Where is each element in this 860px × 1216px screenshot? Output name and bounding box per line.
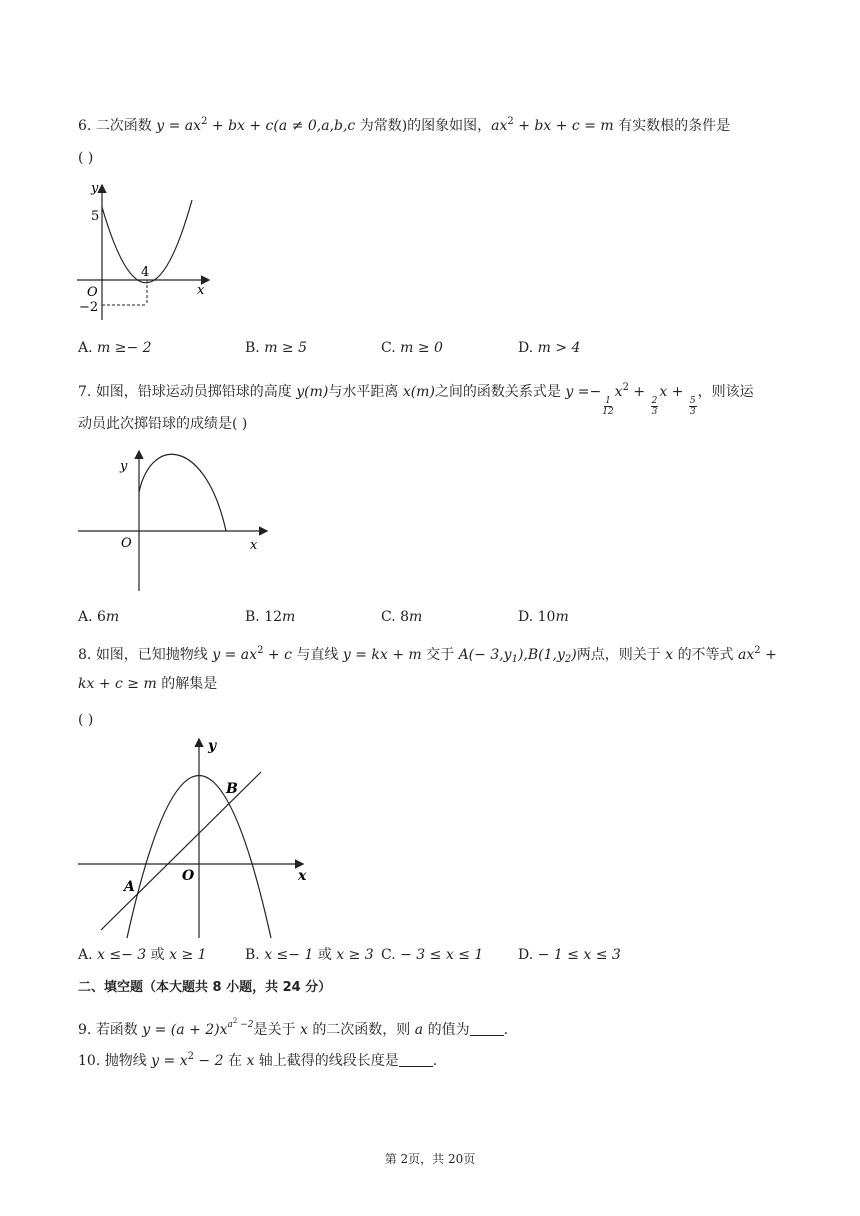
q7-option-c[interactable] bbox=[381, 607, 422, 627]
q6-option-d-label: D. bbox=[518, 340, 538, 356]
q6-option-a[interactable] bbox=[78, 338, 152, 358]
q8-text-5: 的不等式 bbox=[677, 647, 734, 663]
q9-text-3: 的二次函数，则 bbox=[312, 1022, 411, 1038]
q6-option-b[interactable] bbox=[245, 338, 307, 358]
q6-graph bbox=[75, 180, 215, 320]
q7-x-m: x(m) bbox=[402, 384, 435, 400]
q9-text-4: 的值为 bbox=[427, 1022, 470, 1038]
q6-text-2: 为常数)的图象如图， bbox=[359, 118, 492, 134]
q8-ineq-part2: kx + c ≥ m bbox=[78, 676, 157, 692]
page-footer: 第 2页，共 20页 bbox=[384, 1152, 476, 1166]
q9-number: 9. bbox=[78, 1022, 96, 1038]
q8-option-a-math-2: x ≥ 1 bbox=[169, 947, 207, 963]
q6-equation-2: $ax^2$ + bx + c = m bbox=[491, 116, 614, 134]
q10-text-2: 在 bbox=[227, 1053, 242, 1069]
q8-option-a-math-1: x ≤− 3 bbox=[97, 947, 147, 963]
q7-number: 7. bbox=[78, 384, 96, 400]
q6-y-label: y bbox=[91, 181, 99, 196]
q8-number: 8. bbox=[78, 647, 96, 663]
q8-text-3: 交于 bbox=[426, 647, 455, 663]
q6-equation: $y = ax^2$ + bx + c(a ≠ 0,a,b,c bbox=[156, 116, 356, 134]
q9-text-2: 是关于 bbox=[253, 1022, 296, 1038]
q8-stem-1 bbox=[78, 641, 777, 670]
q8-origin: O bbox=[182, 868, 195, 884]
section-2-heading: 二、填空题（本大题共 8 小题，共 24 分） bbox=[78, 980, 332, 995]
q8-option-c-math: − 3 ≤ x ≤ 1 bbox=[400, 947, 484, 963]
q8-line-eq: y = kx + m bbox=[342, 647, 422, 663]
q8-option-d-math: − 1 ≤ x ≤ 3 bbox=[537, 947, 621, 963]
q9-stem bbox=[78, 1011, 508, 1040]
q7-text-1: 如图，铅球运动员掷铅球的高度 bbox=[95, 384, 292, 400]
q8-point-a: A bbox=[124, 879, 135, 895]
q8-text-4: 两点，则关于 bbox=[576, 647, 661, 663]
q6-text-1: 二次函数 bbox=[95, 118, 152, 134]
q10-text-3: 轴上截得的线段长度是 bbox=[258, 1053, 399, 1069]
q8-graph bbox=[76, 738, 316, 943]
q6-option-c[interactable] bbox=[381, 338, 443, 358]
q8-x-var: x bbox=[665, 647, 674, 663]
q8-option-a-label: A. bbox=[78, 947, 98, 963]
q8-x-label: x bbox=[298, 868, 307, 884]
q7-text-4: ，则该运 bbox=[697, 384, 754, 400]
q7-text-3: 之间的函数关系式是 bbox=[434, 384, 561, 400]
q7-origin: O bbox=[121, 536, 132, 551]
q7-option-d[interactable] bbox=[518, 607, 569, 627]
q8-text-2: 与直线 bbox=[296, 647, 339, 663]
q10-end: . bbox=[432, 1053, 438, 1069]
q6-stem bbox=[78, 112, 730, 136]
q7-y-label: y bbox=[120, 459, 128, 474]
q6-option-b-label: B. bbox=[245, 340, 265, 356]
q8-option-b-math-2: x ≥ 3 bbox=[336, 947, 374, 963]
q10-answer-blank[interactable] bbox=[399, 1052, 433, 1067]
q8-y-label: y bbox=[208, 738, 217, 754]
q6-option-a-label: A. bbox=[78, 340, 98, 356]
q6-x-label: x bbox=[197, 283, 205, 298]
q7-option-d-unit: m bbox=[555, 609, 569, 625]
q7-graph bbox=[76, 448, 276, 598]
q6-x-tick: 4 bbox=[141, 265, 150, 280]
q8-points: $A(- 3,y_1),B(1,y_2)$ bbox=[458, 647, 577, 665]
q7-option-c-unit: m bbox=[409, 609, 423, 625]
q6-option-b-math: m ≥ 5 bbox=[264, 340, 308, 356]
q7-option-c-label: C. 8 bbox=[381, 609, 410, 625]
q7-option-a-unit: m bbox=[105, 609, 120, 625]
q7-line2: 动员此次掷铅球的成绩是( ) bbox=[78, 416, 248, 432]
q8-option-b-label: B. bbox=[245, 947, 265, 963]
q10-text-1: 抛物线 bbox=[104, 1053, 147, 1069]
q8-option-c[interactable] bbox=[381, 945, 483, 965]
q8-paren: ( ) bbox=[78, 712, 94, 728]
q6-option-c-math: m ≥ 0 bbox=[400, 340, 443, 356]
q8-option-b[interactable] bbox=[245, 945, 374, 965]
q7-stem bbox=[78, 378, 754, 417]
q6-paren: ( ) bbox=[78, 150, 94, 166]
q9-a-var: a bbox=[414, 1022, 424, 1038]
q8-point-b: B bbox=[226, 781, 238, 797]
q6-option-d-math: m > 4 bbox=[537, 340, 581, 356]
q8-text-1: 如图，已知抛物线 bbox=[95, 647, 208, 663]
q6-text-3: 有实数根的条件是 bbox=[618, 118, 731, 134]
q7-option-d-label: D. 10 bbox=[518, 609, 556, 625]
q8-option-a[interactable] bbox=[78, 945, 207, 965]
q9-x-var: x bbox=[299, 1022, 308, 1038]
q8-parabola-eq: $y = ax^2 + c$ bbox=[212, 645, 292, 663]
q7-option-b-label: B. 12 bbox=[245, 609, 283, 625]
q7-equation: y =− $\frac{1}{12}$ $x^2$ + $\frac{2}{3}$ x + $\frac{5}{3}$ bbox=[565, 382, 696, 417]
q6-option-c-label: C. bbox=[381, 340, 401, 356]
q6-y-tick: 5 bbox=[91, 209, 100, 224]
q7-x-label: x bbox=[250, 538, 258, 553]
q9-text-1: 若函数 bbox=[95, 1022, 138, 1038]
q7-option-b-unit: m bbox=[282, 609, 296, 625]
q6-origin: O bbox=[87, 285, 98, 300]
q10-stem bbox=[78, 1047, 437, 1071]
q9-end: . bbox=[503, 1022, 509, 1038]
q8-option-d-label: D. bbox=[518, 947, 538, 963]
q8-ineq-part1: $ax^2$ + bbox=[738, 645, 777, 663]
q7-option-b[interactable] bbox=[245, 607, 295, 627]
q6-min-label: −2 bbox=[79, 300, 99, 315]
q7-trajectory bbox=[139, 454, 226, 531]
q8-option-b-math-1: x ≤− 1 bbox=[264, 947, 314, 963]
q10-function: $y = x^2 - 2$ bbox=[151, 1051, 224, 1069]
q10-number: 10. bbox=[78, 1053, 105, 1069]
q8-option-c-label: C. bbox=[381, 947, 401, 963]
q10-x-var: x bbox=[246, 1053, 255, 1069]
q9-function: $y = (a + 2)x^{a^2 -2}$ bbox=[142, 1017, 254, 1038]
q9-answer-blank[interactable] bbox=[470, 1021, 504, 1036]
q7-text-2: 与水平距离 bbox=[328, 384, 399, 400]
q8-text-6: 的解集是 bbox=[161, 676, 218, 692]
q8-option-a-or: 或 bbox=[146, 947, 170, 963]
q7-option-a[interactable] bbox=[78, 607, 119, 627]
q7-option-a-label: A. 6 bbox=[78, 609, 106, 625]
q8-stem-2 bbox=[78, 674, 217, 694]
q8-option-b-or: 或 bbox=[313, 947, 337, 963]
q6-option-d[interactable] bbox=[518, 338, 580, 358]
q8-option-d[interactable] bbox=[518, 945, 621, 965]
q6-number: 6. bbox=[78, 118, 96, 134]
q6-option-a-math: m ≥− 2 bbox=[97, 340, 152, 356]
q7-y-m: y(m) bbox=[296, 384, 329, 400]
